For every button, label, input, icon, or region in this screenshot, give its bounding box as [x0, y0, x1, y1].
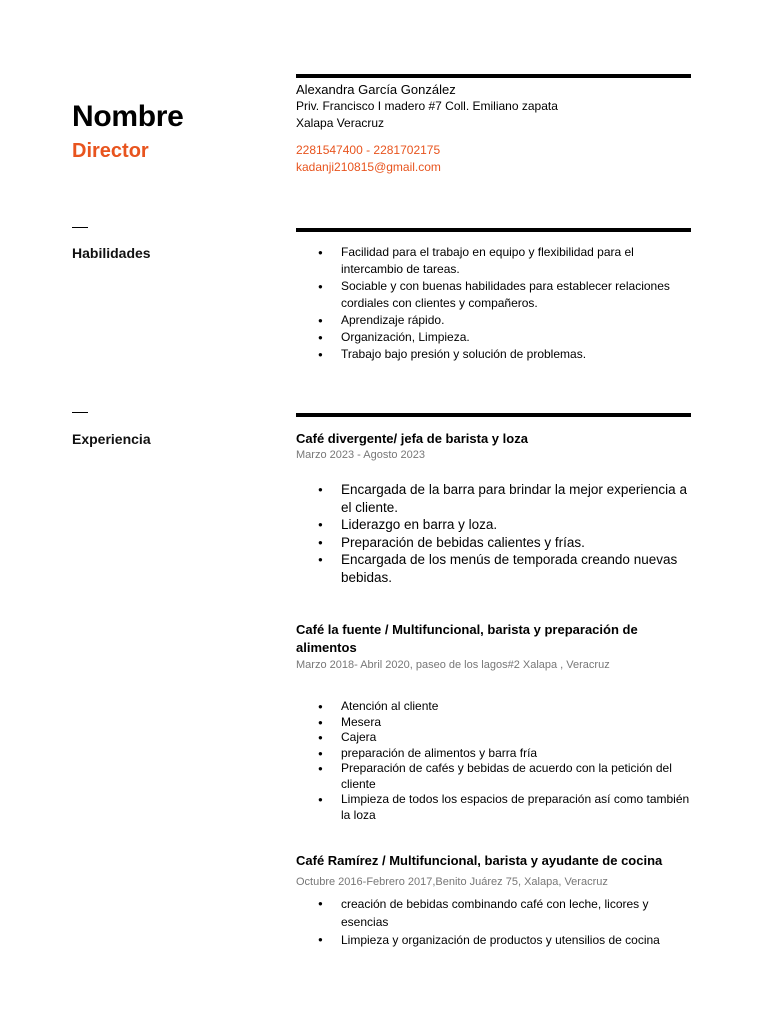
list-item: ● Organización, Limpieza.	[296, 329, 686, 346]
section-dash	[72, 227, 88, 228]
job-duties-list	[296, 895, 686, 949]
job-title: Café Ramírez / Multifuncional, barista y ayudante de cocina	[296, 853, 663, 868]
list-item: ● Encargada de la barra para brindar la mejor experiencia a el cliente.	[296, 481, 696, 516]
list-item: ● Trabajo bajo presión y solución de problemas.	[296, 346, 686, 363]
list-item: ● Limpieza de todos los espacios de preparación así como también la loza	[296, 792, 696, 823]
contact-address-line2: Xalapa Veracruz	[296, 116, 385, 130]
list-item: ● Atención al cliente	[296, 699, 696, 715]
list-item: ● Preparación de cafés y bebidas de acuerdo con la petición del cliente	[296, 761, 696, 792]
contact-phones[interactable]: 2281547400 - 2281702175	[296, 143, 441, 157]
experience-title: Experiencia	[72, 431, 151, 447]
skills-rule	[296, 228, 691, 232]
job-duties-list	[296, 699, 696, 823]
list-item: ● preparación de alimentos y barra fría	[296, 746, 696, 762]
name-heading: Nombre	[72, 100, 184, 133]
job-date: Octubre 2016-Febrero 2017,Benito Juárez 75, Xalapa, Veracruz	[296, 876, 608, 888]
skills-list	[296, 244, 686, 363]
contact-full-name: Alexandra García González	[296, 82, 456, 97]
list-item: ● Liderazgo en barra y loza.	[296, 516, 696, 534]
list-item: ● Cajera	[296, 730, 696, 746]
job-title: Café la fuente / Multifuncional, barista y preparación de alimentos	[296, 622, 638, 655]
list-item: ● Encargada de los menús de temporada creando nuevas bebidas.	[296, 551, 696, 586]
list-item: ● Limpieza y organización de productos y utensilios de cocina	[296, 931, 686, 949]
contact-block	[296, 81, 696, 176]
list-item: ● Preparación de bebidas calientes y frías.	[296, 534, 696, 552]
section-dash	[72, 412, 88, 413]
job-title: Café divergente/ jefa de barista y loza	[296, 431, 528, 446]
contact-address-line1: Priv. Francisco I madero #7 Coll. Emiliano zapata	[296, 99, 558, 113]
experience-rule	[296, 413, 691, 417]
list-item: ● Mesera	[296, 715, 696, 731]
list-item: ● Sociable y con buenas habilidades para establecer relaciones cordiales con clientes y compañeros.	[296, 278, 686, 312]
skills-title: Habilidades	[72, 245, 151, 261]
list-item: ● Aprendizaje rápido.	[296, 312, 686, 329]
job-duties-list	[296, 481, 696, 586]
header-rule	[296, 74, 691, 78]
job-date: Marzo 2018- Abril 2020, paseo de los lagos#2 Xalapa , Veracruz	[296, 659, 610, 671]
role-heading: Director	[72, 140, 149, 162]
list-item: ● creación de bebidas combinando café con leche, licores y esencias	[296, 895, 686, 931]
list-item: ● Facilidad para el trabajo en equipo y flexibilidad para el intercambio de tareas.	[296, 244, 686, 278]
contact-email[interactable]: kadanji210815@gmail.com	[296, 160, 441, 174]
job-date: Marzo 2023 - Agosto 2023	[296, 449, 426, 461]
